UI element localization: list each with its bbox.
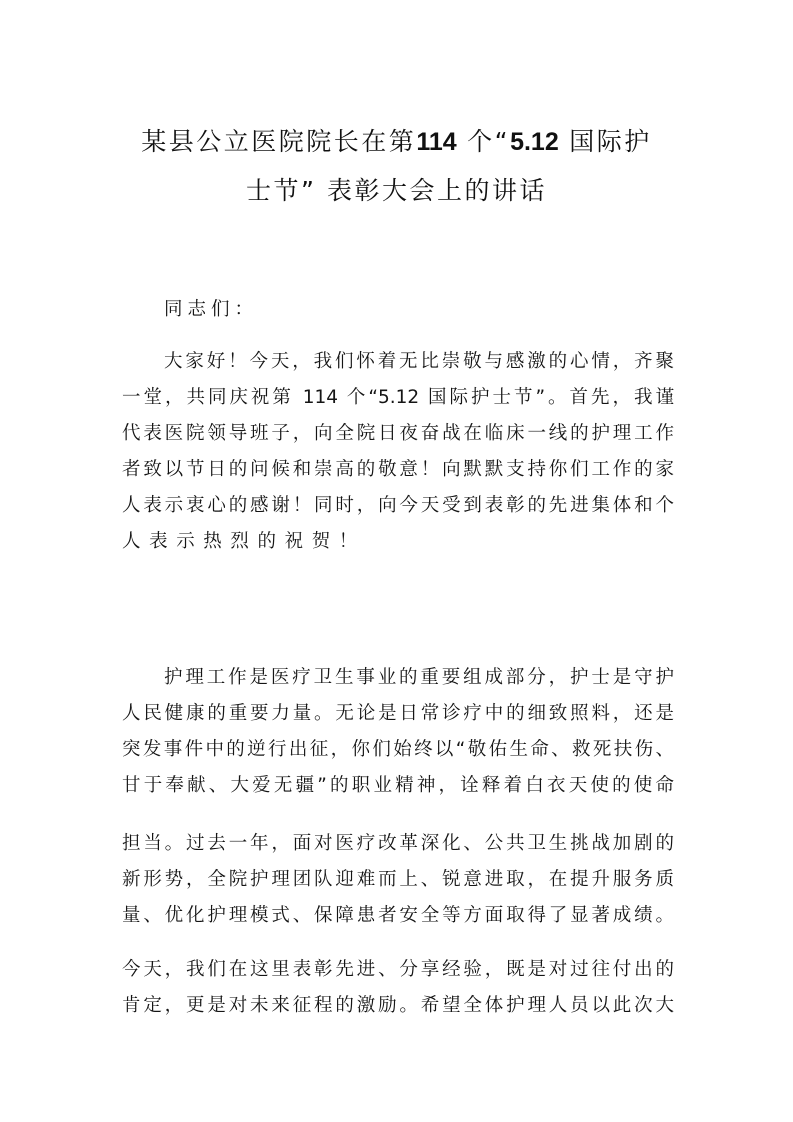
paragraph-1-line: 一堂，共同庆祝第 114 个“5.12 国际护士节”。首先，我谨 xyxy=(122,387,674,408)
paragraph-2-line: 甘于奉献、大爱无疆”的职业精神，诠释着白衣天使的使命 xyxy=(122,775,674,796)
paragraph-2-line: 担当。过去一年，面对医疗改革深化、公共卫生挑战加剧的 xyxy=(122,833,674,854)
document-title-line-2: 士节” 表彰大会上的讲话 xyxy=(246,176,547,205)
paragraph-1-line: 代表医院领导班子，向全院日夜奋战在临床一线的护理工作 xyxy=(122,423,674,444)
title-text: 国际护 xyxy=(569,127,652,156)
salutation: 同志们： xyxy=(164,299,259,320)
paragraph-2-line: 肯定，更是对未来征程的激励。希望全体护理人员以此次大 xyxy=(122,995,674,1016)
paragraph-2-line: 量、优化护理模式、保障患者安全等方面取得了显著成绩。 xyxy=(122,905,674,926)
paragraph-1-line: 人表示热烈的祝贺！ xyxy=(122,531,366,552)
title-number: 114 xyxy=(416,128,457,156)
paragraph-1-line: 大家好！今天，我们怀着无比崇敬与感激的心情，齐聚 xyxy=(164,351,674,372)
paragraph-2-line: 突发事件中的逆行出征，你们始终以“敬佑生命、救死扶伤、 xyxy=(122,739,674,760)
paragraph-1-line: 人表示衷心的感谢！同时，向今天受到表彰的先进集体和个 xyxy=(122,495,674,516)
paragraph-2-line: 新形势，全院护理团队迎难而上、锐意进取，在提升服务质 xyxy=(122,869,674,890)
paragraph-1-line: 者致以节日的问候和崇高的敬意！向默默支持你们工作的家 xyxy=(122,459,674,480)
paragraph-2-line: 人民健康的重要力量。无论是日常诊疗中的细致照料，还是 xyxy=(122,703,674,724)
document-title-line-1 xyxy=(100,122,693,158)
title-number: 5.12 xyxy=(510,128,559,156)
title-text: 个“ xyxy=(467,127,511,156)
title-text: 某县公立医院院长在第 xyxy=(141,127,417,156)
paragraph-2-line: 今天，我们在这里表彰先进、分享经验，既是对过往付出的 xyxy=(122,959,674,980)
paragraph-2-line: 护理工作是医疗卫生事业的重要组成部分，护士是守护 xyxy=(164,667,674,688)
